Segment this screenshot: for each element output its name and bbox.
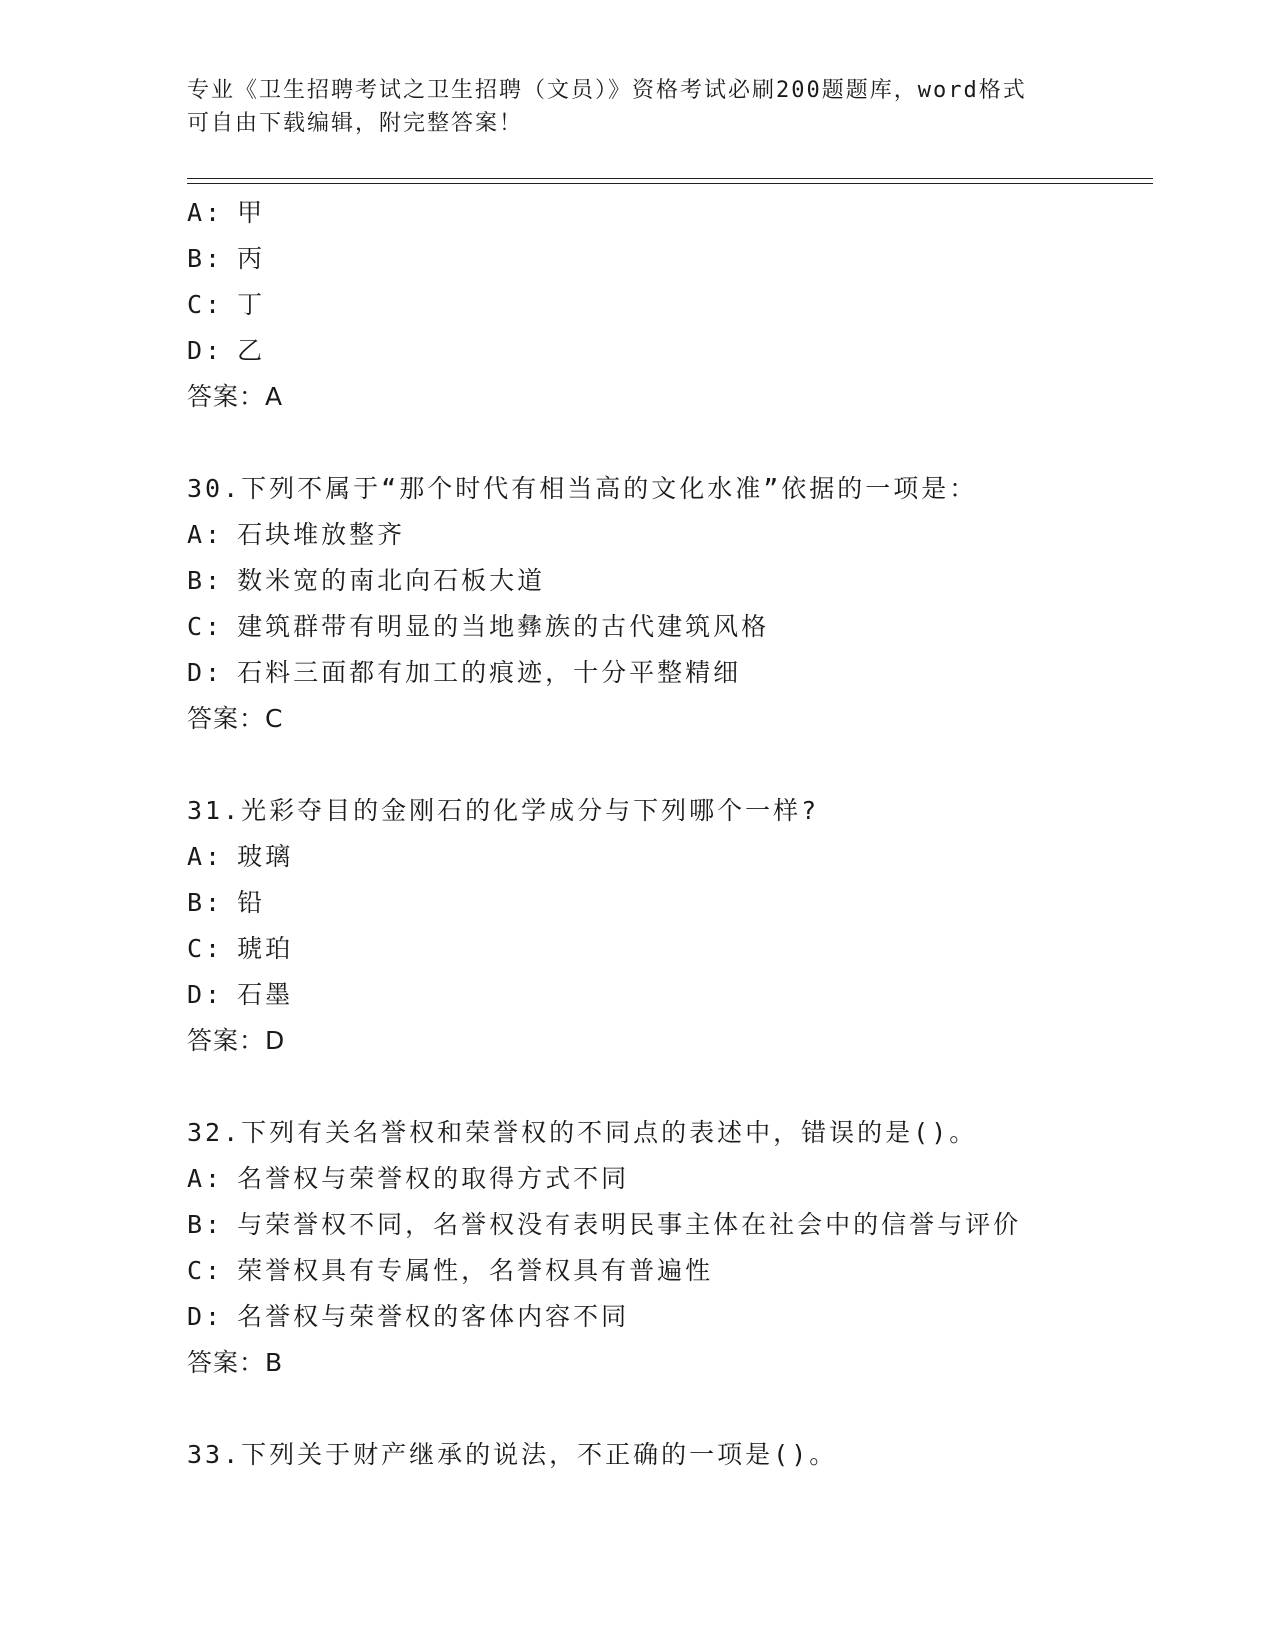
option-letter: C: <box>187 612 224 641</box>
option-text: 乙 <box>237 336 266 365</box>
option-letter: C: <box>187 934 224 963</box>
option-c <box>187 1248 1153 1294</box>
option-b <box>187 880 1153 926</box>
option-text: 甲 <box>237 198 266 227</box>
option-a <box>187 190 1153 236</box>
option-letter: A: <box>187 520 224 549</box>
option-text: 石墨 <box>237 980 294 1009</box>
question-list <box>187 190 1153 1478</box>
option-c <box>187 926 1153 972</box>
option-a <box>187 834 1153 880</box>
option-letter: A: <box>187 1164 224 1193</box>
option-d <box>187 972 1153 1018</box>
option-letter: D: <box>187 336 224 365</box>
question-29-continued <box>187 190 1153 420</box>
header-divider-top <box>187 178 1153 179</box>
option-text: 名誉权与荣誉权的客体内容不同 <box>237 1302 630 1331</box>
option-letter: B: <box>187 244 224 273</box>
option-letter: B: <box>187 888 224 917</box>
option-text: 名誉权与荣誉权的取得方式不同 <box>237 1164 630 1193</box>
header-divider-bottom <box>187 183 1153 184</box>
option-c <box>187 282 1153 328</box>
option-letter: C: <box>187 1256 224 1285</box>
option-text: 建筑群带有明显的当地彝族的古代建筑风格 <box>237 612 770 641</box>
option-text: 丙 <box>237 244 266 273</box>
option-letter: C: <box>187 290 224 319</box>
question-stem: 31.光彩夺目的金刚石的化学成分与下列哪个一样? <box>187 796 820 825</box>
option-text: 荣誉权具有专属性，名誉权具有普遍性 <box>237 1256 714 1285</box>
document-header <box>187 74 1087 140</box>
question-stem: 30.下列不属于“那个时代有相当高的文化水准”依据的一项是： <box>187 474 978 503</box>
option-letter: D: <box>187 980 224 1009</box>
option-b <box>187 558 1153 604</box>
option-text: 与荣誉权不同，名誉权没有表明民事主体在社会中的信誉与评价 <box>237 1210 1022 1239</box>
option-letter: D: <box>187 1302 224 1331</box>
option-c <box>187 604 1153 650</box>
option-text: 丁 <box>237 290 266 319</box>
option-letter: D: <box>187 658 224 687</box>
option-text: 石料三面都有加工的痕迹，十分平整精细 <box>237 658 742 687</box>
option-letter: B: <box>187 1210 224 1239</box>
answer-label: 答案：D <box>187 1026 286 1055</box>
answer-label: 答案：A <box>187 382 284 411</box>
option-b <box>187 1202 1153 1248</box>
question-stem: 32.下列有关名誉权和荣誉权的不同点的表述中，错误的是()。 <box>187 1118 978 1147</box>
option-text: 铅 <box>237 888 266 917</box>
option-text: 数米宽的南北向石板大道 <box>237 566 546 595</box>
option-d <box>187 328 1153 374</box>
answer-label: 答案：C <box>187 704 284 733</box>
question-30 <box>187 466 1153 742</box>
question-stem: 33.下列关于财产继承的说法，不正确的一项是()。 <box>187 1440 838 1469</box>
option-b <box>187 236 1153 282</box>
option-a <box>187 512 1153 558</box>
option-text: 石块堆放整齐 <box>237 520 406 549</box>
option-d <box>187 650 1153 696</box>
header-line-2: 可自由下载编辑，附完整答案！ <box>187 111 524 136</box>
header-line-1: 专业《卫生招聘考试之卫生招聘（文员）》资格考试必刷200题题库，word格式 <box>187 78 1027 103</box>
question-33 <box>187 1432 1153 1478</box>
option-letter: A: <box>187 842 224 871</box>
question-31 <box>187 788 1153 1064</box>
option-text: 玻璃 <box>237 842 294 871</box>
option-text: 琥珀 <box>237 934 294 963</box>
answer-label: 答案：B <box>187 1348 284 1377</box>
option-d <box>187 1294 1153 1340</box>
option-letter: A: <box>187 198 224 227</box>
option-a <box>187 1156 1153 1202</box>
option-letter: B: <box>187 566 224 595</box>
question-32 <box>187 1110 1153 1386</box>
